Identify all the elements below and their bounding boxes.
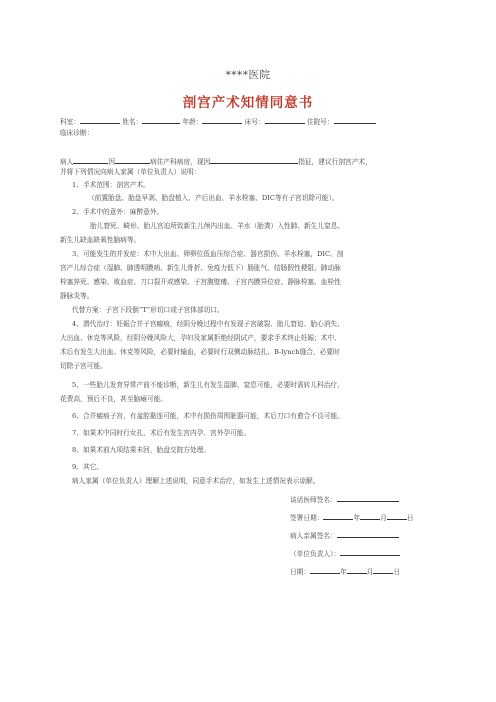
- year-label: 年: [353, 514, 361, 522]
- dept-field[interactable]: [80, 116, 120, 124]
- doctor-signature-row: [290, 494, 399, 505]
- hospital-name: ****医院: [225, 69, 271, 81]
- item-line: 9、其它。: [72, 463, 104, 471]
- consent-statement: 病人家属（单位负责人）理解上述说明，同意手术治疗，如发生上述情况表示谅解。: [72, 477, 320, 485]
- bed-label: 床号：: [244, 118, 265, 126]
- family-signature-label: 病人亲属签名：: [290, 532, 337, 540]
- family-signature-field[interactable]: [337, 530, 399, 538]
- patient-name-field[interactable]: [73, 156, 108, 164]
- item-line: 静脉炎等。: [60, 292, 94, 300]
- item-line: 1、手术范围：剖宫产术。: [72, 181, 150, 189]
- sign-day-field[interactable]: [387, 512, 407, 520]
- cause-field[interactable]: [115, 156, 150, 164]
- item-line: 7、如果术中同时行女扎，术后有发生宫内孕、宫外孕可能。: [72, 429, 251, 437]
- month-label: 月: [380, 514, 387, 522]
- year-label: 年: [340, 568, 347, 576]
- item-line: （前置胎盘、胎盘早剥、胎盘植入、产后出血、羊水栓塞、DIC等有子宫切除可能）。: [88, 194, 339, 202]
- sign-date-label: 签署日期：: [290, 514, 324, 522]
- month-label: 月: [366, 568, 374, 576]
- item-line: 术后有发生大出血、休克等风险，必要时输血，必要时行双侧动脉结扎、B-lynch缝合，必要时: [60, 348, 340, 356]
- month-field[interactable]: [347, 566, 367, 574]
- item-line: 代替方案：子宫下段倒“T”形切口或子宫体部切口。: [72, 306, 224, 314]
- family-signature-row: [290, 530, 399, 541]
- unit-signature-label: （单位负责人）：: [290, 550, 341, 558]
- date-label: 日期：: [290, 568, 311, 576]
- day-label: 日: [406, 514, 414, 522]
- doctor-signature-label: 谈话医师签名：: [290, 496, 337, 504]
- bed-field[interactable]: [265, 116, 305, 124]
- year-field[interactable]: [310, 566, 340, 574]
- sign-date-row: [290, 512, 414, 523]
- doctor-signature-field[interactable]: [337, 494, 399, 502]
- item-line: 大出血、休克等风险，经阴分娩风险大，孕妇及家属拒绝经阴试产，要求手术终止妊娠；术中、: [60, 334, 341, 342]
- item-line: 宫产儿综合症（湿肺、肺透明膜病、新生儿骨折、免疫力低下）肠胀气、结肠假性梗阻、肺动脉: [60, 264, 341, 272]
- indication-field[interactable]: [210, 156, 298, 164]
- item-line: 胎儿窘死、畸形、胎儿宫迫所致新生儿颅内出血、羊水（胎粪）入性肺、新生儿窒息、: [90, 222, 345, 230]
- intro-line-1: [60, 156, 372, 167]
- unit-signature-field[interactable]: [340, 548, 400, 556]
- intro-patient-label: 病人: [60, 158, 74, 166]
- patient-info-row: [60, 116, 376, 127]
- form-title: 剖宫产术知情同意书: [182, 95, 314, 111]
- day-label: 日: [393, 568, 401, 576]
- admission-label: 住院号：: [306, 118, 334, 126]
- item-line: 2、手术中的意外：麻醉意外。: [72, 208, 164, 216]
- sign-month-field[interactable]: [360, 512, 380, 520]
- dept-label: 科室：: [60, 118, 81, 126]
- intro-line-2: 并将下列情况向病人家属（单位负责人）说明：: [60, 168, 201, 176]
- item-line: 6、合并瘢痕子宫，有盆腔黏连可能，术中有损伤周围脏器可能，术后刀口有愈合不良可能。: [72, 412, 344, 420]
- intro-ward-text: 病住产科病房，现因: [150, 158, 211, 166]
- item-line: 花费高，预后不良，甚至脑瘫可能。: [60, 395, 167, 403]
- name-label: 姓名：: [122, 118, 143, 126]
- item-line: 新生儿缺血缺氧性脑病等。: [60, 236, 141, 244]
- day-field[interactable]: [373, 566, 393, 574]
- sign-year-field[interactable]: [323, 512, 353, 520]
- name-field[interactable]: [142, 116, 180, 124]
- age-label: 年龄：: [182, 118, 203, 126]
- item-line: 8、如果术前九项结果未回，胎盘交院方处理。: [72, 446, 211, 454]
- intro-cause-label: 因: [108, 158, 116, 166]
- unit-signature-row: [290, 548, 400, 559]
- age-field[interactable]: [202, 116, 242, 124]
- item-line: 5、一些胎儿发育异常产前不能诊断，新生儿有发生湿肺、窒息可能，必要时需转儿科治疗，: [72, 381, 344, 389]
- item-line: 切除子宫可能。: [60, 362, 107, 370]
- intro-indication-text: 指征，建议行剖宫产术，: [298, 158, 372, 166]
- item-line: 栓塞猝死、感染、败血症、刀口裂开或感染、子宫腹壁瘘、子宫内膜异位症、静脉栓塞、血栓性: [60, 278, 341, 286]
- diagnosis-label: 临床诊断：: [60, 129, 94, 137]
- date-row: [290, 566, 400, 577]
- item-line: 4、潜代治疗：妊娠合并子宫瘢痕，经阴分娩过程中有发现子宫破裂、胎儿窘迫、胎心消失、: [72, 320, 344, 328]
- item-line: 3、可能发生的并发症：术中大出血、卵卵位低血压综合症、器官损伤、羊水栓塞，DIC、剖: [72, 250, 344, 258]
- admission-field[interactable]: [334, 116, 376, 124]
